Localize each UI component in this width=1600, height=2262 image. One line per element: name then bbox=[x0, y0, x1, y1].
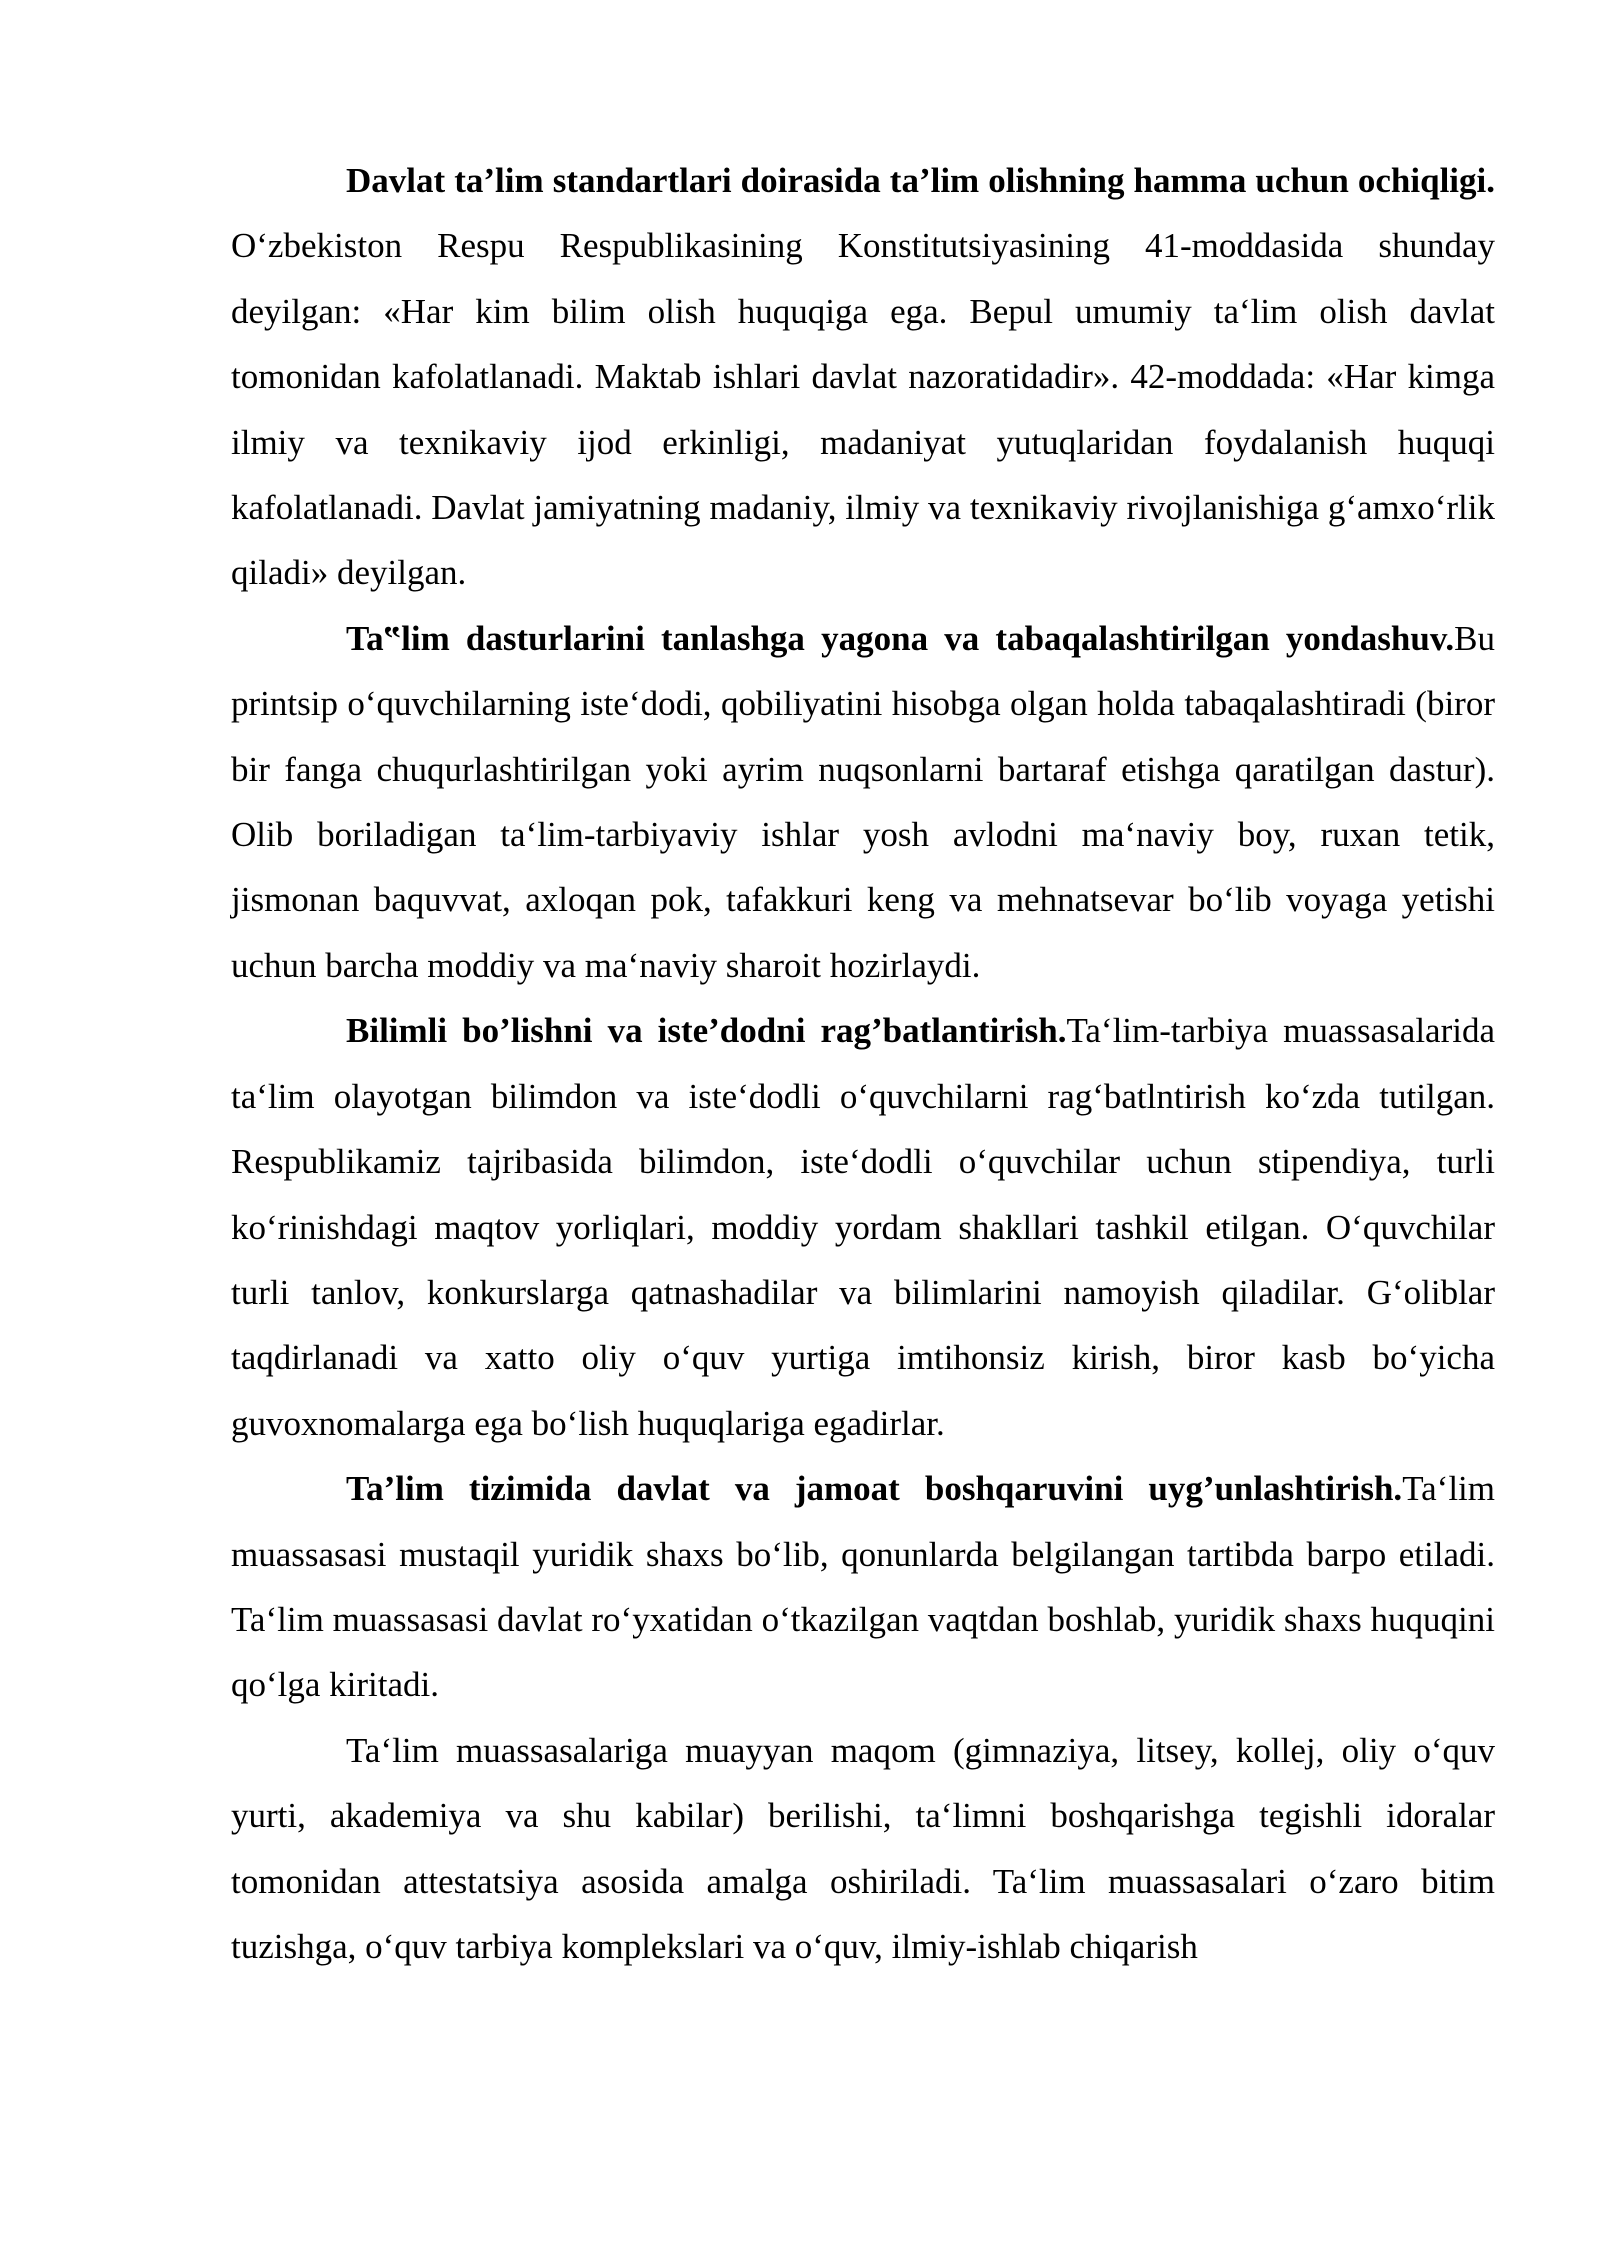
paragraph-differentiated-approach bbox=[231, 606, 1495, 998]
paragraph-body: Bu printsip o‘quvchilarning iste‘dodi, qobiliyatini hisobga olgan holda tabaqalashtiradi (biror bir fanga chuqurlashtirilgan yoki ayrim nuqsonlarni bartaraf etishga qaratilgan dastur). Olib boriladigan ta‘lim-tarbiyaviy ishlar yosh avlodni ma‘naviy boy, ruxan tetik, jismonan baquvvat, axloqan pok, tafakkuri keng va mehnatsevar bo‘lib voyaga yetishi uchun barcha moddiy va ma‘naviy sharoit hozirlaydi. bbox=[231, 618, 1495, 985]
paragraph-heading: Davlat ta’lim standartlari doirasida ta’lim olishning hamma uchun ochiqligi. bbox=[346, 161, 1495, 200]
paragraph-body: O‘zbekiston Respu Respublikasining Konstitutsiyasining 41-moddasida shunday deyilgan: «Har kim bilim olish huquqiga ega. Bepul umumiy ta‘lim olish davlat tomonidan kafolatlanadi. Maktab ishlari davlat nazoratidadir». 42-moddada: «Har kimga ilmiy va texnikaviy ijod erkinligi, madaniyat yutuqlaridan foydalanish huquqi kafolatlanadi. Davlat jamiyatning madaniy, ilmiy va texnikaviy rivojlanishiga g‘amxo‘rlik qiladi» deyilgan. bbox=[231, 226, 1495, 593]
paragraph-heading: Ta’lim tizimida davlat va jamoat boshqaruvini uyg’unlashtirish. bbox=[346, 1469, 1403, 1509]
paragraph-institution-status bbox=[231, 1718, 1495, 1980]
paragraph-body: Ta‘lim-tarbiya muassasalarida ta‘lim olayotgan bilimdon va iste‘dodli o‘quvchilarni rag‘batlntirish ko‘zda tutilgan. Respublikamiz tajribasida bilimdon, iste‘dodli o‘quvchilar uchun stipendiya, turli ko‘rinishdagi maqtov yorliqlari, moddiy yordam shakllari tashkil etilgan. O‘quvchilar turli tanlov, konkurslarga qatnashadilar va bilimlarini namoyish qiladilar. G‘oliblar taqdirlanadi va xatto oliy o‘quv yurtiga imtihonsiz kirish, biror kasb bo‘yicha guvoxnomalarga ega bo‘lish huquqlariga egadirlar. bbox=[231, 1011, 1495, 1443]
paragraph-state-public-management bbox=[231, 1456, 1495, 1718]
paragraph-open-access bbox=[231, 148, 1495, 606]
paragraph-heading: Ta‟lim dasturlarini tanlashga yagona va tabaqalashtirilgan yondashuv. bbox=[346, 618, 1455, 658]
paragraph-heading: Bilimli bo’lishni va iste’dodni rag’batlantirish. bbox=[346, 1011, 1067, 1051]
paragraph-body: Ta‘lim muassasalariga muayyan maqom (gimnaziya, litsey, kollej, oliy o‘quv yurti, akademiya va shu kabilar) berilishi, ta‘limni boshqarishga tegishli idoralar tomonidan attestatsiya asosida amalga oshiriladi. Ta‘lim muassasalari o‘zaro bitim tuzishga, o‘quv tarbiya komplekslari va o‘quv, ilmiy-ishlab chiqarish bbox=[231, 1730, 1495, 1966]
paragraph-encouraging-talent bbox=[231, 998, 1495, 1456]
document-page bbox=[231, 148, 1495, 1979]
paragraph-body: Ta‘lim muassasasi mustaqil yuridik shaxs bo‘lib, qonunlarda belgilangan tartibda barpo etiladi. Ta‘lim muassasasi davlat ro‘yxatidan o‘tkazilgan vaqtdan boshlab, yuridik shaxs huquqini qo‘lga kiritadi. bbox=[231, 1469, 1495, 1705]
